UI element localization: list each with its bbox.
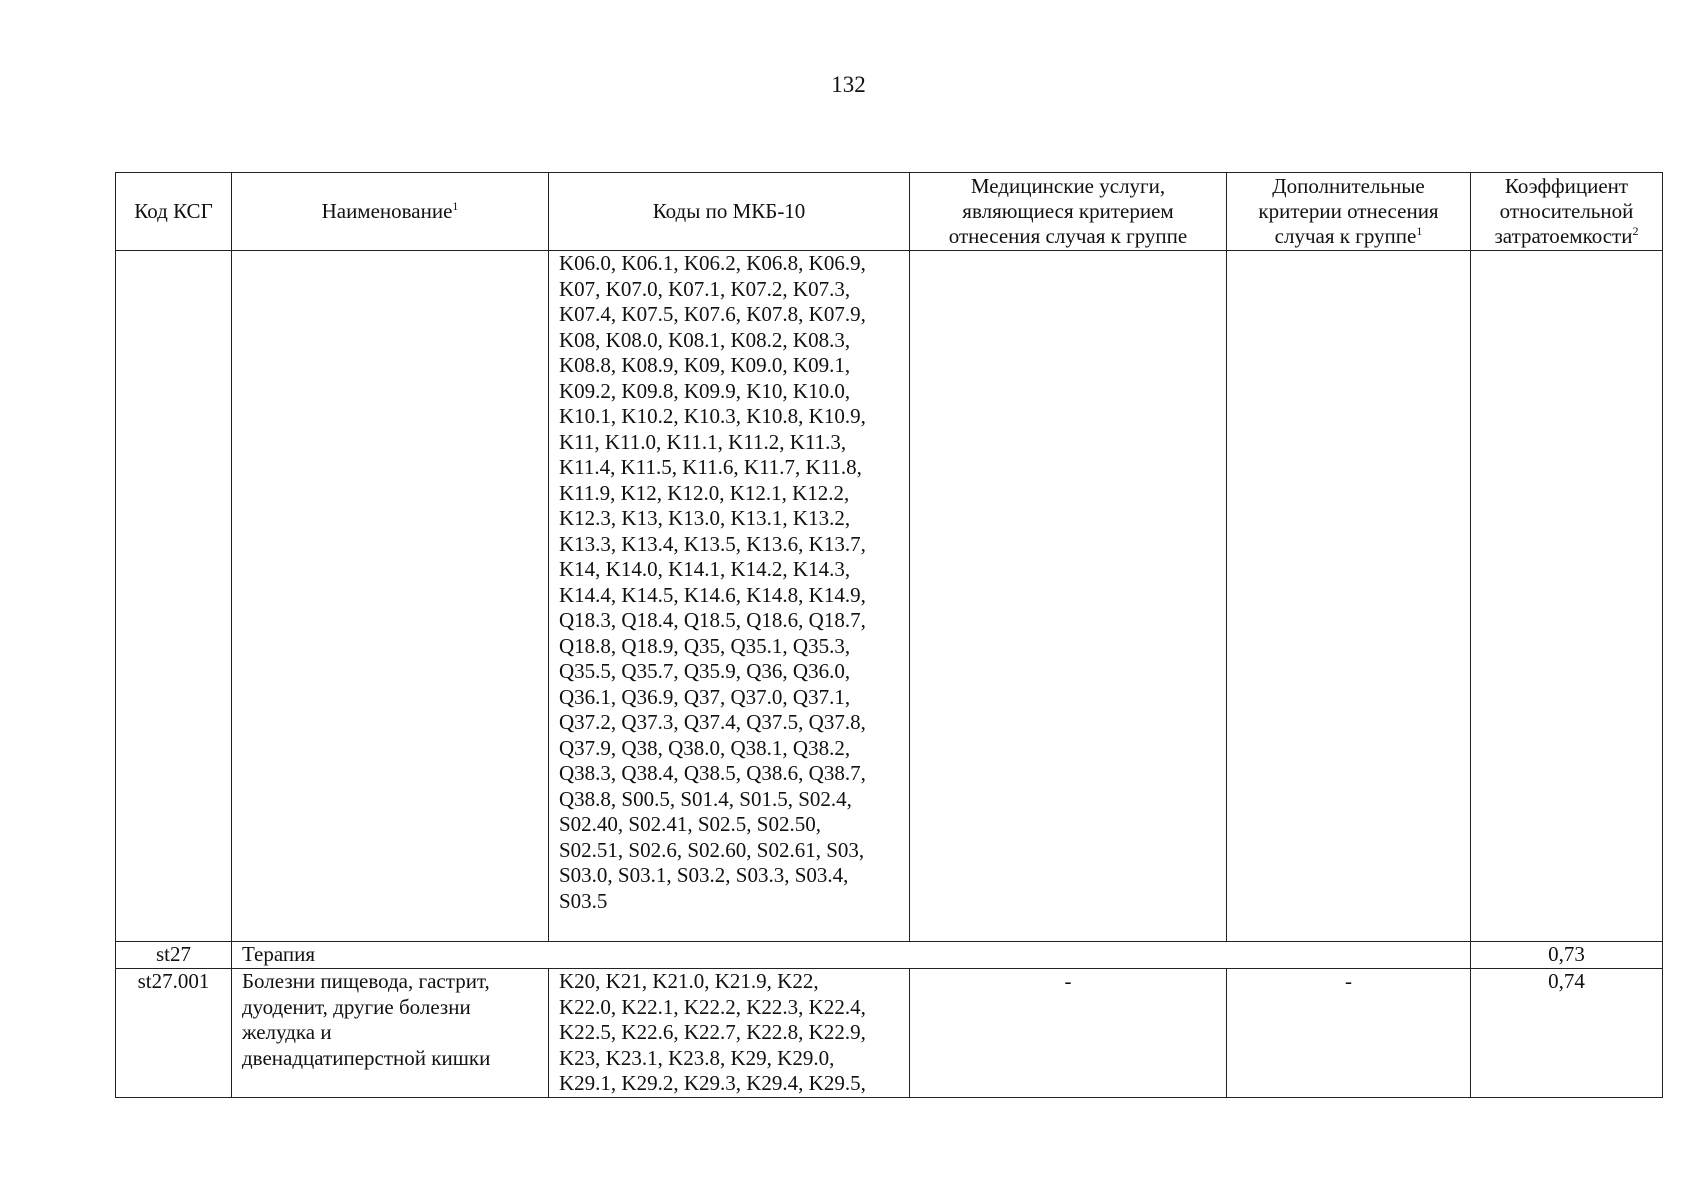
header-icd-codes: Коды по МКБ-10 <box>549 173 910 251</box>
header-name: Наименование$^1$ <box>232 173 549 251</box>
cell-extra-criteria: - <box>1227 969 1471 1098</box>
cell-name: Болезни пищевода, гастрит, дуоденит, другие болезни желудка и двенадцатиперстной кишки <box>232 969 549 1098</box>
cell-medical-services: - <box>910 969 1227 1098</box>
table-row <box>116 969 1663 1098</box>
cell-cost-coefficient <box>1471 251 1663 942</box>
header-extra-criteria: Дополнительные критерии отнесения случая к группе$^1$ <box>1227 173 1471 251</box>
cell-medical-services <box>910 251 1227 942</box>
cell-section-name: Терапия <box>232 942 1471 969</box>
table-header-row <box>116 173 1663 251</box>
header-code: Код КСГ <box>116 173 232 251</box>
table-row <box>116 251 1663 942</box>
cell-icd-codes: K20, K21, K21.0, K21.9, K22, K22.0, K22.1, K22.2, K22.3, K22.4, K22.5, K22.6, K22.7, K22.8, K22.9, K23, K23.1, K23.8, K29, K29.0, K29.1, K29.2, K29.3, K29.4, K29.5, <box>549 969 910 1098</box>
table-row-section <box>116 942 1663 969</box>
footnote-mark: 2 <box>1632 224 1639 238</box>
header-medical-services: Медицинские услуги, являющиеся критерием отнесения случая к группе <box>910 173 1227 251</box>
cell-code <box>116 251 232 942</box>
cell-name <box>232 251 549 942</box>
cell-icd-codes: K06.0, K06.1, K06.2, K06.8, K06.9, K07, K07.0, K07.1, K07.2, K07.3, K07.4, K07.5, K07.6, K07.8, K07.9, K08, K08.0, K08.1, K08.2, K08.3, K08.8, K08.9, K09, K09.0, K09.1, K09.2, K09.8, K09.9, K10, K10.0, K10.1, K10.2, K10.3, K10.8, K10.9, K11, K11.0, K11.1, K11.2, K11.3, K11.4, K11.5, K11.6, K11.7, K11.8, K11.9, K12, K12.0, K12.1, K12.2, K12.3, K13, K13.0, K13.1, K13.2, K13.3, K13.4, K13.5, K13.6, K13.7, K14, K14.0, K14.1, K14.2, K14.3, K14.4, K14.5, K14.6, K14.8, K14.9, Q18.3, Q18.4, Q18.5, Q18.6, Q18.7, Q18.8, Q18.9, Q35, Q35.1, Q35.3, Q35.5, Q35.7, Q35.9, Q36, Q36.0, Q36.1, Q36.9, Q37, Q37.0, Q37.1, Q37.2, Q37.3, Q37.4, Q37.5, Q37.8, Q37.9, Q38, Q38.0, Q38.1, Q38.2, Q38.3, Q38.4, Q38.5, Q38.6, Q38.7, Q38.8, S00.5, S01.4, S01.5, S02.4, S02.40, S02.41, S02.5, S02.50, S02.51, S02.6, S02.60, S02.61, S03, S03.0, S03.1, S03.2, S03.3, S03.4, S03.5 <box>549 251 910 942</box>
footnote-mark: 1 <box>452 199 459 213</box>
cell-cost-coefficient: 0,73 <box>1471 942 1663 969</box>
footnote-mark: 1 <box>1416 224 1423 238</box>
cell-code: st27 <box>116 942 232 969</box>
cell-code: st27.001 <box>116 969 232 1098</box>
page-number: 132 <box>831 72 866 97</box>
header-cost-coefficient: Коэффициент относительной затратоемкости$^2$ <box>1471 173 1663 251</box>
cell-cost-coefficient: 0,74 <box>1471 969 1663 1098</box>
cell-extra-criteria <box>1227 251 1471 942</box>
ksg-table <box>115 172 1663 1098</box>
